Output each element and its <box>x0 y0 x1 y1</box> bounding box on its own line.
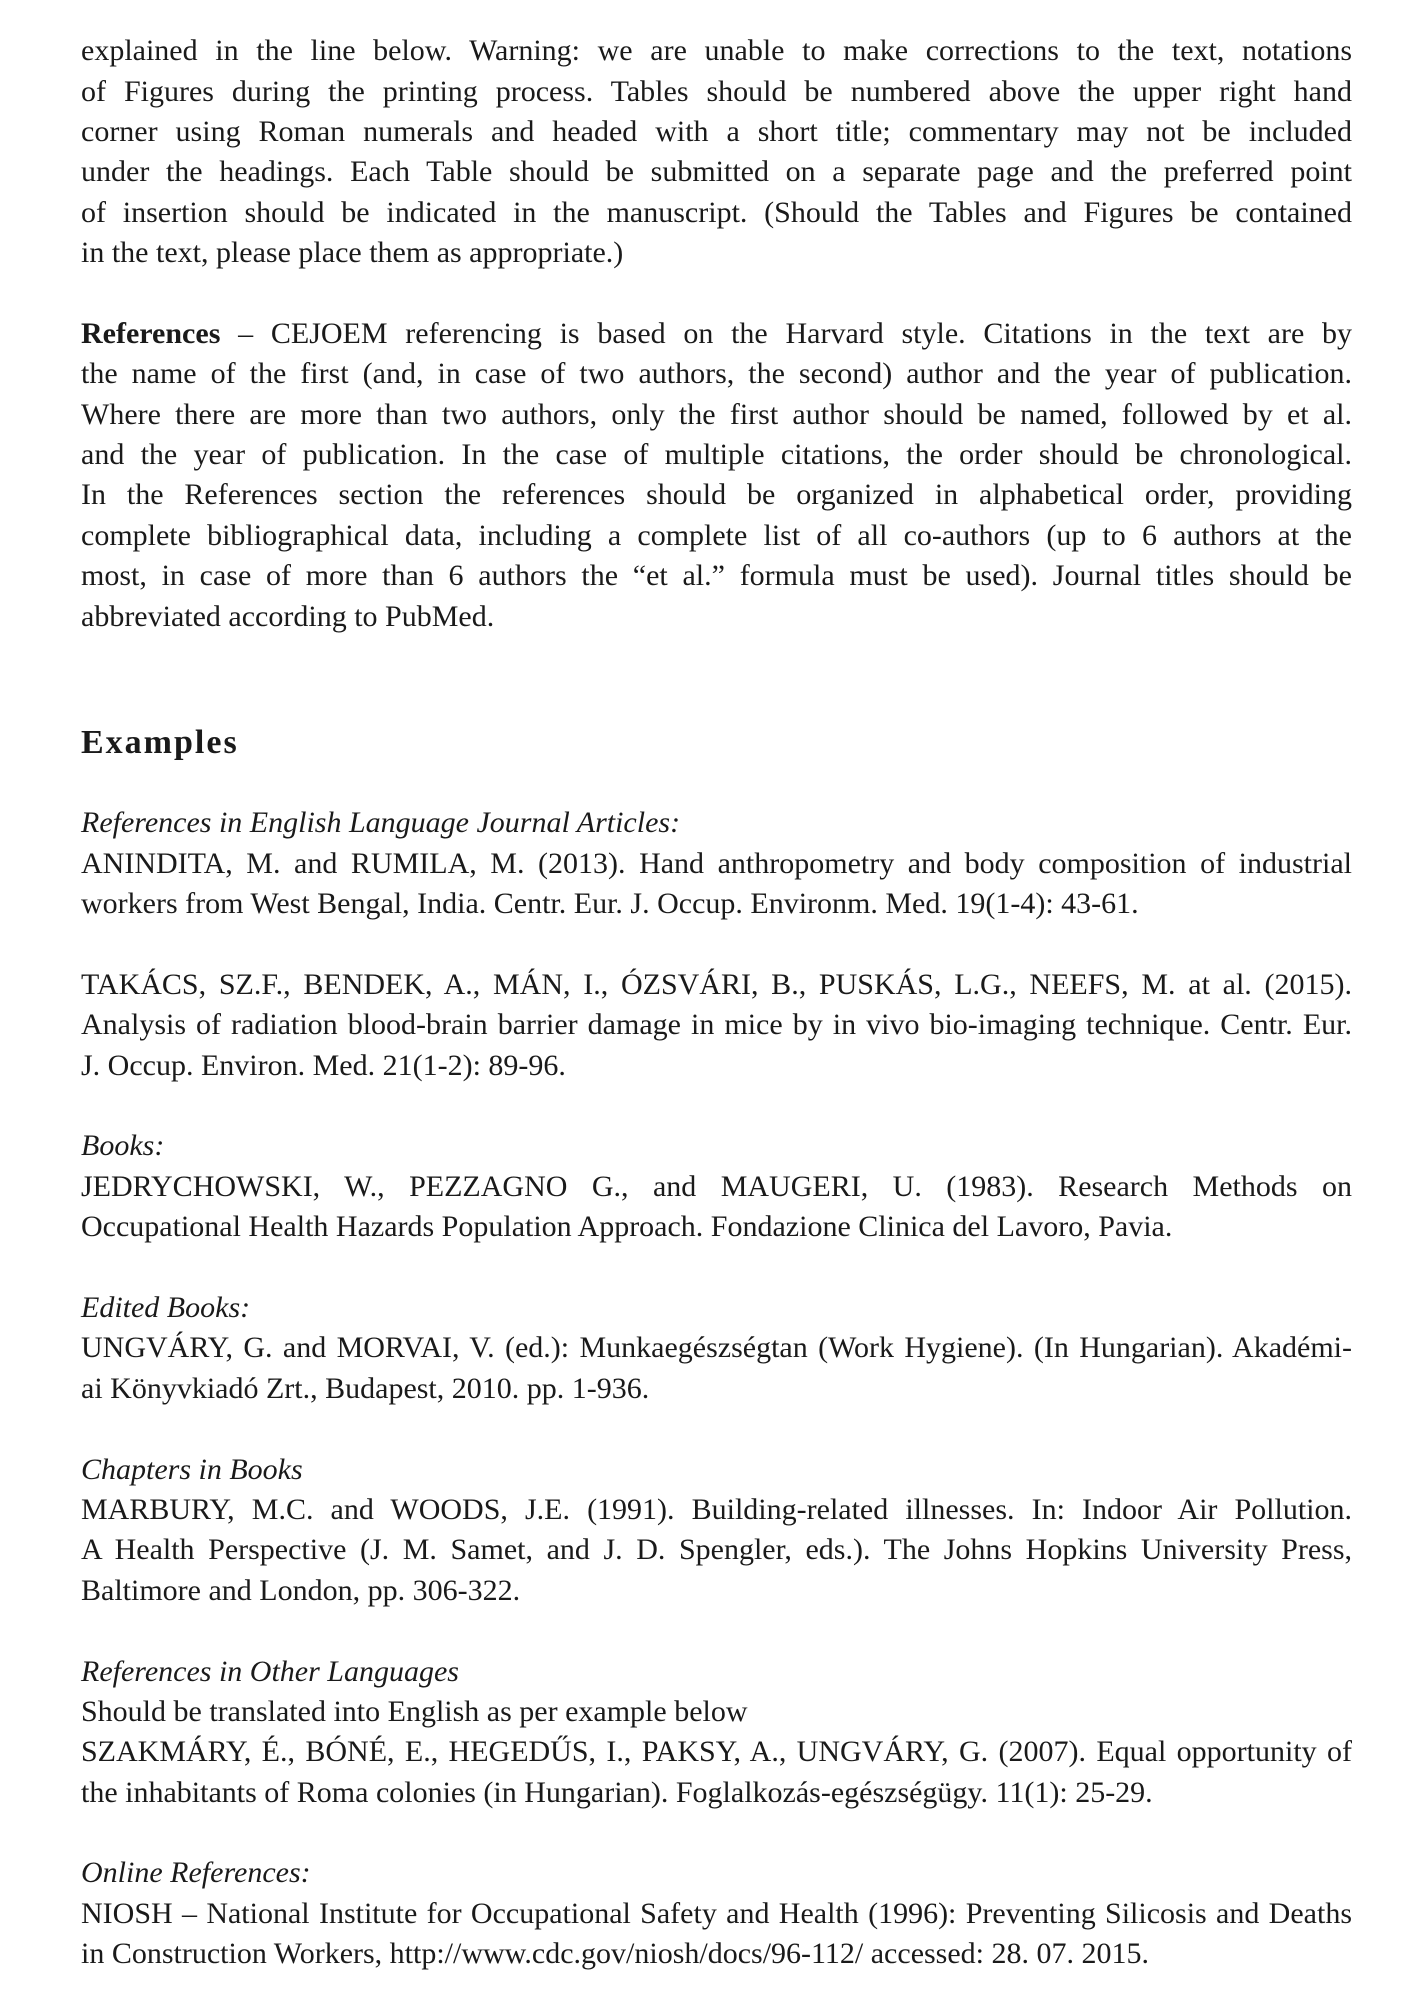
references-line: most, in case of more than 6 authors the “et al.” formula must be used). Journal titles should be <box>81 559 1352 593</box>
references-line: complete bibliographical data, including a complete list of all co-authors (up to 6 authors at the <box>81 518 1352 552</box>
example-section-books <box>81 1126 1352 1247</box>
example-section-chapters-in-books <box>81 1450 1352 1612</box>
entry-line: SZAKMÁRY, É., BÓNÉ, E., HEGEDŰS, I., PAKSY, A., UNGVÁRY, G. (2007). Equal opportunity of <box>81 1735 1352 1769</box>
references-first-line <box>81 314 1352 354</box>
entry-line: A Health Perspective (J. M. Samet, and J. D. Spengler, eds.). The Johns Hopkins University Press, <box>81 1533 1352 1567</box>
examples-heading: Examples <box>81 723 239 761</box>
entry-line: in Construction Workers, http://www.cdc.gov/niosh/docs/96-112/ accessed: 28. 07. 2015. <box>81 1937 1150 1971</box>
page-content <box>81 31 1352 1974</box>
intro-line: in the text, please place them as appropriate.) <box>81 236 624 270</box>
entry-line: Occupational Health Hazards Population Approach. Fondazione Clinica del Lavoro, Pavia. <box>81 1210 1173 1244</box>
entry-line: NIOSH – National Institute for Occupational Safety and Health (1996): Preventing Silicosis and Deaths <box>81 1896 1352 1930</box>
reference-entry <box>81 965 1352 1086</box>
example-section-edited-books <box>81 1288 1352 1409</box>
intro-line: explained in the line below. Warning: we are unable to make corrections to the text, notations <box>81 34 1352 68</box>
entry-line: Baltimore and London, pp. 306-322. <box>81 1573 521 1607</box>
section-label: References in English Language Journal Articles: <box>81 806 681 840</box>
entry-line: JEDRYCHOWSKI, W., PEZZAGNO G., and MAUGERI, U. (1983). Research Methods on <box>81 1169 1352 1203</box>
entry-line: Analysis of radiation blood-brain barrier damage in mice by in vivo bio-imaging technique. Centr. Eur. <box>81 1008 1352 1042</box>
section-label: References in Other Languages <box>81 1654 459 1688</box>
references-first-line-text: – CEJOEM referencing is based on the Harvard style. Citations in the text are by <box>238 316 1353 350</box>
entry-line: ai Könyvkiadó Zrt., Budapest, 2010. pp. 1-936. <box>81 1371 650 1405</box>
reference-entry <box>81 1490 1352 1611</box>
references-line: In the References section the references should be organized in alphabetical order, providing <box>81 478 1352 512</box>
references-line: the name of the first (and, in case of two authors, the second) author and the year of publication. <box>81 357 1352 391</box>
section-label: Online References: <box>81 1856 311 1890</box>
references-line: Where there are more than two authors, only the first author should be named, followed by et al. <box>81 397 1352 431</box>
example-section-other-languages <box>81 1652 1352 1814</box>
examples-sections <box>81 803 1352 1974</box>
references-line: abbreviated according to PubMed. <box>81 599 495 633</box>
references-line: and the year of publication. In the case of multiple citations, the order should be chronological. <box>81 438 1352 472</box>
reference-entry <box>81 1732 1352 1813</box>
intro-line: of insertion should be indicated in the manuscript. (Should the Tables and Figures be contained <box>81 195 1352 229</box>
reference-entry <box>81 1167 1352 1248</box>
example-section-english-journal-articles <box>81 803 1352 1086</box>
example-section-online-references <box>81 1853 1352 1974</box>
references-paragraph <box>81 314 1352 637</box>
entry-line: MARBURY, M.C. and WOODS, J.E. (1991). Building-related illnesses. In: Indoor Air Pollution. <box>81 1492 1352 1526</box>
entry-line: the inhabitants of Roma colonies (in Hungarian). Foglalkozás-egészségügy. 11(1): 25-29. <box>81 1775 1153 1809</box>
intro-line: under the headings. Each Table should be submitted on a separate page and the preferred point <box>81 155 1352 189</box>
section-label: Chapters in Books <box>81 1452 303 1486</box>
section-label: Edited Books: <box>81 1291 251 1325</box>
translation-note: Should be translated into English as per example below <box>81 1694 748 1728</box>
entry-line: TAKÁCS, SZ.F., BENDEK, A., MÁN, I., ÓZSVÁRI, B., PUSKÁS, L.G., NEEFS, M. at al. (2015). <box>81 967 1352 1001</box>
reference-entry <box>81 844 1352 925</box>
entry-line: ANINDITA, M. and RUMILA, M. (2013). Hand anthropometry and body composition of industrial <box>81 846 1352 880</box>
entry-line: J. Occup. Environ. Med. 21(1-2): 89-96. <box>81 1048 566 1082</box>
references-lead-term: References <box>81 316 221 350</box>
intro-line: corner using Roman numerals and headed with a short title; commentary may not be included <box>81 114 1352 148</box>
entry-line: UNGVÁRY, G. and MORVAI, V. (ed.): Munkaegészségtan (Work Hygiene). (In Hungarian). Akadémi- <box>81 1331 1352 1365</box>
intro-line: of Figures during the printing process. Tables should be numbered above the upper right hand <box>81 74 1352 108</box>
reference-entry <box>81 1328 1352 1409</box>
section-label: Books: <box>81 1129 165 1163</box>
entry-line: workers from West Bengal, India. Centr. Eur. J. Occup. Environm. Med. 19(1-4): 43-61. <box>81 887 1139 921</box>
intro-paragraph <box>81 31 1352 273</box>
reference-entry <box>81 1894 1352 1975</box>
